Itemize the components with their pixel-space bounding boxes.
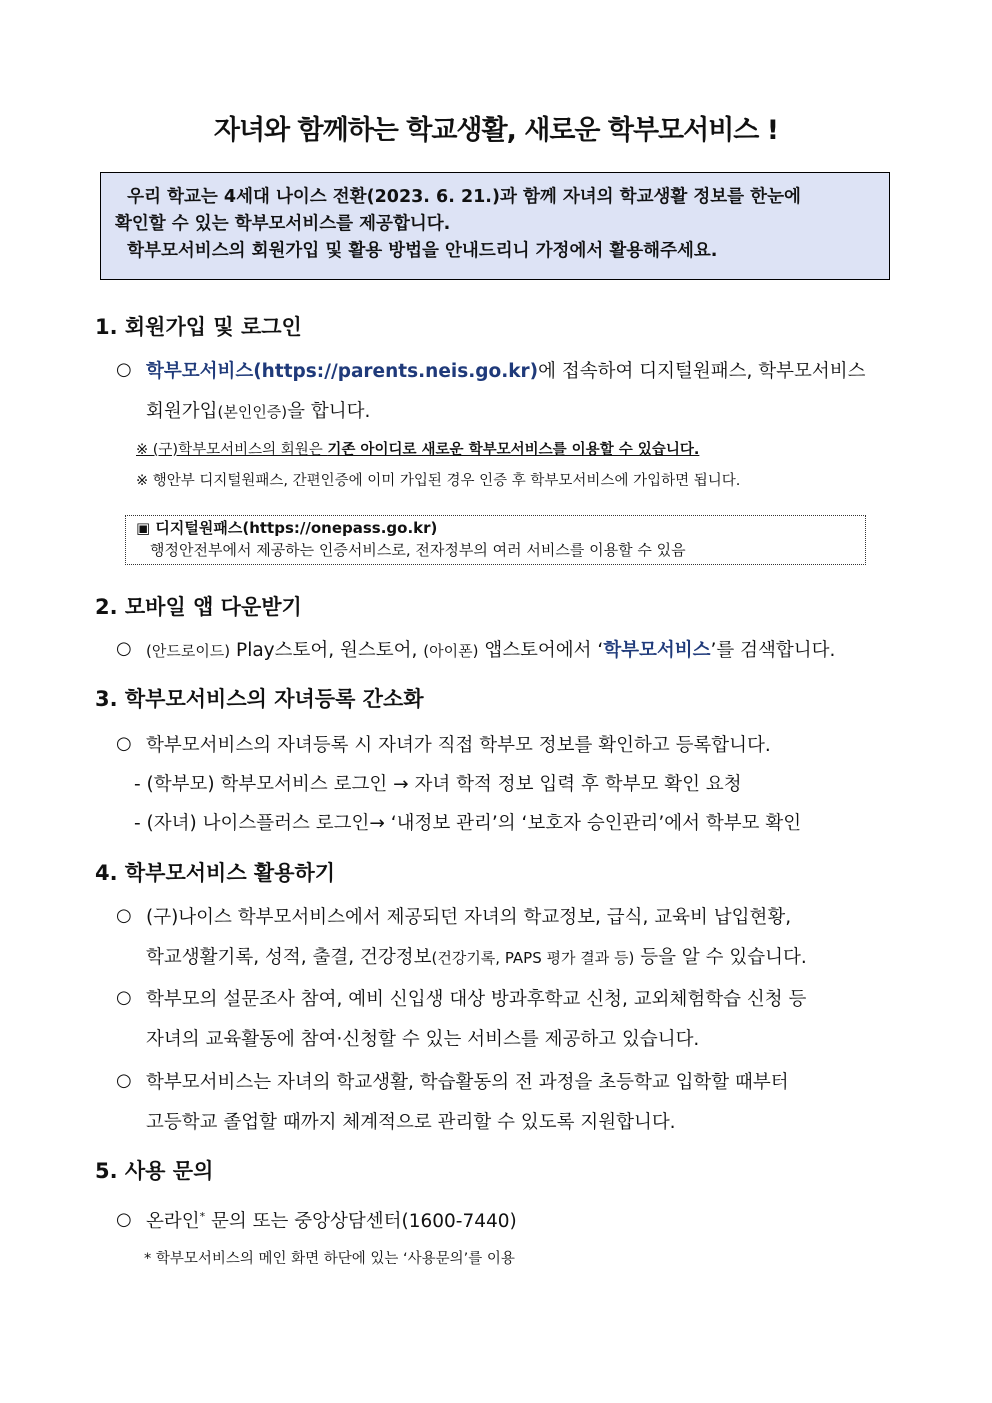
s4-b2-line-2: 자녀의 교육활동에 참여·신청할 수 있는 서비스를 제공하고 있습니다. — [146, 1029, 700, 1050]
s5-line-1 — [146, 1207, 517, 1233]
s1-note-1-bold: 기존 아이디로 새로운 학부모서비스를 이용할 수 있습니다. — [327, 442, 700, 458]
bullet-icon: ○ — [116, 905, 132, 926]
s1-line-1 — [146, 357, 865, 383]
s4-b1-line-1: (구)나이스 학부모서비스에서 제공되던 자녀의 학교정보, 급식, 교육비 납입현황, — [146, 907, 792, 928]
page-title: 자녀와 함께하는 학교생활, 새로운 학부모서비스 ! — [213, 115, 779, 146]
section-4-heading: 4. 학부모서비스 활용하기 — [95, 861, 336, 885]
s1-note-2: ※ 행안부 디지털원패스, 간편인증에 이미 가입된 경우 인증 후 학부모서비스에 가입하면 됩니다. — [136, 473, 741, 489]
s1-text-c: 을 합니다. — [287, 401, 371, 422]
s2-search: ’를 검색합니다. — [710, 640, 836, 661]
section-5-heading: 5. 사용 문의 — [95, 1159, 214, 1183]
s5-contact: 문의 또는 중앙상담센터(1600-7440) — [205, 1211, 517, 1232]
s5-footnote-mark: * — [199, 1209, 206, 1223]
s1-note-1-prefix: ※ (구)학부모서비스의 회원은 — [136, 442, 328, 458]
bullet-icon: ○ — [116, 987, 132, 1008]
s5-online: 온라인 — [146, 1211, 200, 1232]
s1-text-b: 회원가입 — [146, 401, 218, 422]
s4-b1-text-c: 등을 알 수 있습니다. — [634, 947, 807, 968]
s1-line-2 — [146, 397, 370, 423]
section-3-heading: 3. 학부모서비스의 자녀등록 간소화 — [95, 687, 424, 711]
s3-line-1: 학부모서비스의 자녀등록 시 자녀가 직접 학부모 정보를 확인하고 등록합니다. — [146, 735, 771, 756]
s1-text-a: 에 접속하여 디지털원패스, 학부모서비스 — [538, 361, 866, 382]
bullet-icon: ○ — [116, 1209, 132, 1230]
s5-note: * 학부모서비스의 메인 화면 하단에 있는 ‘사용문의’를 이용 — [144, 1251, 515, 1267]
onepass-box-title: ▣ 디지털원패스(https://onepass.go.kr) — [136, 519, 438, 537]
section-2-heading: 2. 모바일 앱 다운받기 — [95, 595, 302, 619]
intro-line-1: 우리 학교는 4세대 나이스 전환(2023. 6. 21.)과 함께 자녀의 학교생활 정보를 한눈에 — [115, 187, 801, 207]
s4-b2-line-1: 학부모의 설문조사 참여, 예비 신입생 대상 방과후학교 신청, 교외체험학습 신청 등 — [146, 989, 807, 1010]
s2-iphone: (아이폰) — [423, 642, 479, 660]
s2-android: (안드로이드) — [146, 642, 231, 660]
s4-b3-line-1: 학부모서비스는 자녀의 학교생활, 학습활동의 전 과정을 초등학교 입학할 때부터 — [146, 1072, 789, 1093]
onepass-info-box — [125, 515, 866, 565]
s4-b1-line-2 — [146, 943, 807, 969]
s3-dash-2: - (자녀) 나이스플러스 로그인→ ‘내정보 관리’의 ‘보호자 승인관리’에서 학부모 확인 — [134, 813, 802, 834]
s2-stores: Play스토어, 원스토어, — [230, 640, 424, 661]
section-1-heading: 1. 회원가입 및 로그인 — [95, 315, 302, 339]
bullet-icon: ○ — [116, 1070, 132, 1091]
s1-note-1 — [136, 438, 699, 459]
intro-box — [100, 172, 890, 280]
s3-dash-1: - (학부모) 학부모서비스 로그인 → 자녀 학적 정보 입력 후 학부모 확인 요청 — [134, 774, 742, 795]
bullet-icon: ○ — [116, 359, 132, 380]
s2-appstore: 앱스토어에서 ‘ — [478, 640, 604, 661]
s4-b1-text-a: 학교생활기록, 성적, 출결, 건강정보 — [146, 947, 432, 968]
onepass-box-body: 행정안전부에서 제공하는 인증서비스로, 전자정부의 여러 서비스를 이용할 수 있음 — [150, 541, 686, 559]
bullet-icon: ○ — [116, 733, 132, 754]
s2-app-name: 학부모서비스 — [603, 640, 711, 661]
s4-b1-text-b: (건강기록, PAPS 평가 결과 등) — [431, 949, 635, 967]
intro-line-3: 학부모서비스의 회원가입 및 활용 방법을 안내드리니 가정에서 활용해주세요. — [115, 241, 718, 261]
s4-b3-line-2: 고등학교 졸업할 때까지 체계적으로 관리할 수 있도록 지원합니다. — [146, 1112, 676, 1133]
intro-line-2: 확인할 수 있는 학부모서비스를 제공합니다. — [115, 214, 451, 234]
s2-line-1 — [146, 636, 835, 662]
s1-text-b-small: (본인인증) — [217, 403, 288, 421]
bullet-icon: ○ — [116, 638, 132, 659]
parents-link[interactable]: 학부모서비스(https://parents.neis.go.kr) — [146, 361, 539, 382]
